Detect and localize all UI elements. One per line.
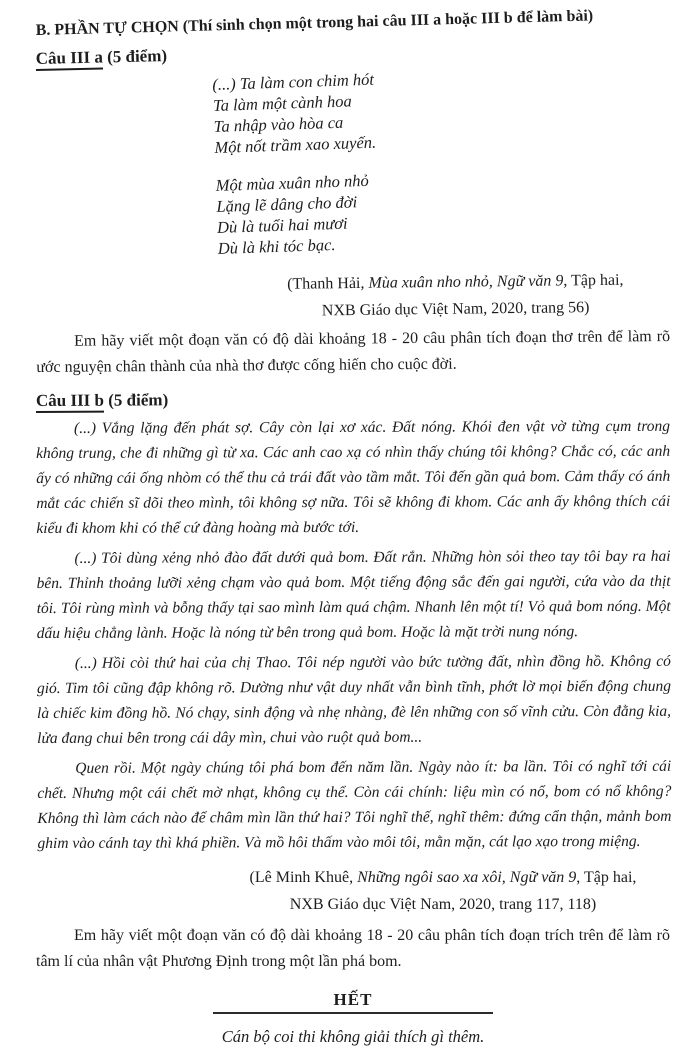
- poem-line: Ta nhập vào hòa ca: [213, 112, 344, 136]
- poem-stanza-1: [212, 59, 673, 158]
- citation-b: [36, 864, 670, 918]
- poem-line: Một mùa xuân nho nhỏ: [215, 170, 370, 195]
- end-marker-label: HẾT: [333, 990, 373, 1009]
- citation-b-post: , Tập hai,: [576, 869, 637, 886]
- poem-line: Dù là khi tóc bạc.: [217, 235, 336, 258]
- question-a-points: (5 điểm): [106, 46, 168, 67]
- question-b-points: (5 điểm): [108, 390, 169, 410]
- excerpt-paragraph: (...) Tôi dùng xẻng nhỏ đào đất dưới quả bom. Đất rắn. Những hòn sỏi theo tay tôi bay ra hai bên. Thỉnh thoảng lưỡi xẻng chạm vào quả bom. Một tiếng động sắc đến gai người, cứa vào da thịt tôi. Tôi rùng mình và bỗng thấy tại sao mình làm quá chậm. Nhanh lên một tí! Vỏ quả bom nóng. Một dấu hiệu chẳng lành. Hoặc là nóng từ bên trong quả bom. Hoặc là mặt trời nung nóng.: [36, 547, 671, 642]
- question-a-prompt: Em hãy viết một đoạn văn có độ dài khoảng 18 - 20 câu phân tích đoạn thơ trên để làm rõ ước nguyện chân thành của nhà thơ được cống hiến cho cuộc đời.: [36, 328, 671, 376]
- question-a-label: Câu III a: [36, 47, 104, 71]
- question-b-prompt: Em hãy viết một đoạn văn có độ dài khoảng 18 - 20 câu phân tích đoạn trích trên để làm rõ tâm lí của nhân vật Phương Định trong một lần phá bom.: [36, 927, 670, 970]
- citation-a: [36, 266, 671, 328]
- citation-a-work-title: Mùa xuân nho nhỏ, Ngữ văn 9: [368, 272, 564, 292]
- poem-stanza-2: [215, 160, 676, 259]
- citation-b-pre: (Lê Minh Khuê,: [249, 869, 358, 886]
- question-b-label: Câu III b: [36, 391, 104, 413]
- poem-excerpt: [212, 59, 676, 259]
- section-header: B. PHẦN TỰ CHỌN (Thí sinh chọn một trong hai câu III a hoặc III b để làm bài): [35, 7, 594, 40]
- citation-a-pre: (Thanh Hải,: [287, 274, 369, 293]
- citation-a-line-1: [241, 266, 670, 298]
- poem-line: Dù là tuổi hai mươi: [216, 213, 348, 237]
- poem-line: (...) Ta làm con chim hót: [212, 69, 375, 94]
- end-marker: [213, 988, 493, 1014]
- poem-line: Lặng lẽ dâng cho đời: [216, 192, 358, 216]
- citation-b-work-title: Những ngôi sao xa xôi, Ngữ văn 9: [357, 869, 577, 886]
- question-b-title: [36, 388, 670, 411]
- excerpt-paragraph: (...) Vắng lặng đến phát sợ. Cây còn lại xơ xác. Đất nóng. Khói đen vật vờ từng cụm trong không trung, che đi những gì từ xa. Các anh cao xạ có nhìn thấy chúng tôi không? Chắc có, các anh ấy có những cái ống nhòm có thể thu cả trái đất vào tầm mắt. Tôi đến gần quả bom. Cảm thấy có ánh mắt các chiến sĩ dõi theo mình, tôi không sợ nữa. Tôi sẽ không đi khom. Các anh ấy không thích cái kiểu đi khom khi có thể cứ đàng hoàng mà bước tới.: [36, 417, 671, 537]
- excerpt-paragraph: Quen rồi. Một ngày chúng tôi phá bom đến năm lần. Ngày nào ít: ba lần. Tôi có nghĩ tới cái chết. Nhưng một cái chết mờ nhạt, không cụ thể. Còn cái chính: liệu mìn có nổ, bom có nổ không? Không thì làm cách nào để châm mìn lần thứ hai? Tôi nghĩ thế, nghĩ thêm: đứng cẩn thận, mảnh bom ghim vào cánh tay thì khá phiền. Và mồ hôi thấm vào môi tôi, mằn mặn, cát lạo xạo trong miệng.: [37, 757, 672, 852]
- citation-b-line-1: [216, 864, 670, 891]
- excerpt-paragraph: (...) Hồi còi thứ hai của chị Thao. Tôi nép người vào bức tường đất, nhìn đồng hồ. Không có gió. Tim tôi cũng đập không rõ. Dường như vật duy nhất vẫn bình tĩnh, phớt lờ mọi biến động chung là chiếc kim đồng hồ. Nó chạy, sinh động và nhẹ nhàng, đè lên những con số vĩnh cửu. Còn đằng kia, lửa đang chui bên trong cái dây mìn, chui vào ruột quả bom...: [36, 652, 672, 747]
- examiner-note: Cán bộ coi thi không giải thích gì thêm.: [221, 1027, 485, 1046]
- citation-a-line-2: NXB Giáo dục Việt Nam, 2020, trang 56): [321, 299, 590, 320]
- poem-line: Một nốt trầm xao xuyến.: [214, 132, 377, 157]
- citation-b-line-2: NXB Giáo dục Việt Nam, 2020, trang 117, 118): [289, 896, 597, 913]
- prose-excerpt: [36, 414, 672, 856]
- citation-a-post: , Tập hai,: [563, 271, 624, 290]
- poem-line: Ta làm một cành hoa: [212, 91, 353, 115]
